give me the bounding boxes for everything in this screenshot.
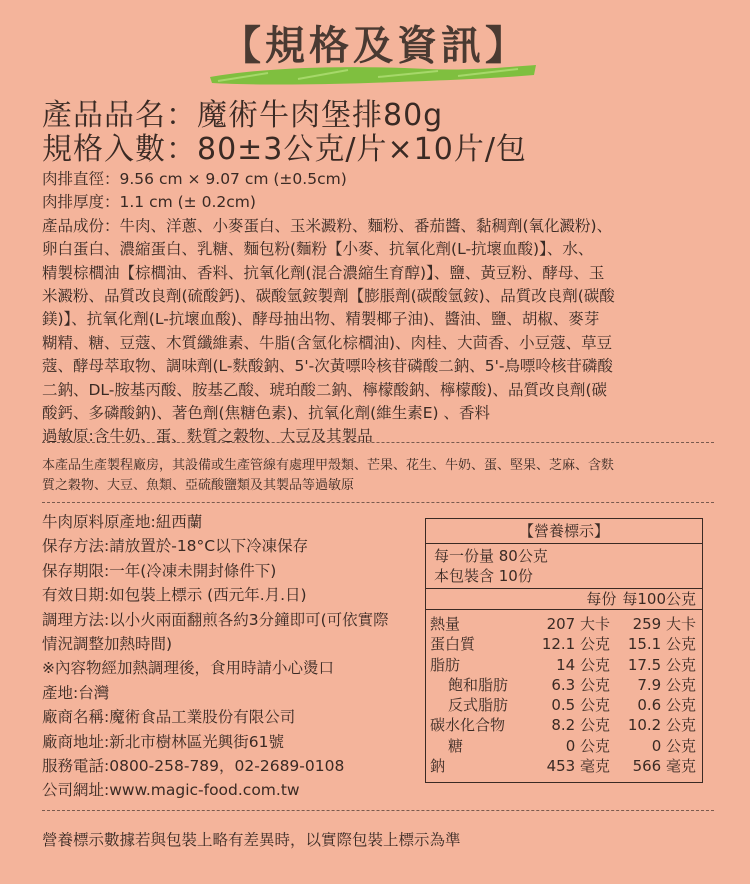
note-line: 質之穀物、大豆、魚類、亞硫酸鹽類及其製品等過敏原 (42, 478, 355, 493)
value-per-100g: 0 公克 (651, 736, 696, 755)
nutrient-name: 飽和脂肪 (448, 675, 509, 694)
page-title: 【規格及資訊】 (221, 23, 529, 69)
dashed-divider (42, 442, 714, 443)
dashed-divider (42, 810, 714, 811)
list-item: 產地:台灣 (42, 683, 110, 702)
value-per-100g: 17.5 公克 (627, 655, 696, 674)
list-item: 保存方法:請放置於-18°C以下冷凍保存 (42, 537, 309, 556)
info-line: 過敏原:含牛奶、蛋、麩質之穀物、大豆及其製品 (42, 427, 373, 446)
table-row (426, 634, 702, 654)
nutrient-name: 碳水化合物 (430, 716, 506, 735)
value-per-serving: 12.1 公克 (541, 635, 610, 654)
serving-info (426, 544, 702, 589)
product-name: 產品品名：魔術牛肉堡排80g (42, 98, 444, 133)
info-line: 肉排直徑：9.56 cm × 9.07 cm (±0.5cm) (42, 170, 347, 188)
value-per-serving: 207 大卡 (546, 615, 610, 633)
table-row (426, 715, 702, 735)
table-row (426, 736, 702, 756)
allergen-factory-note (42, 456, 722, 496)
list-item: 服務電話:0800-258-789，02-2689-0108 (42, 757, 345, 776)
list-item: 調理方法:以小火兩面翻煎各約3分鐘即可(可依實際 (42, 610, 389, 629)
list-item: 廠商名稱:魔術食品工業股份有限公司 (42, 708, 296, 727)
nutrient-name: 脂肪 (430, 655, 461, 674)
title-area (0, 14, 750, 84)
list-item: 公司網址:www.magic-food.com.tw (42, 781, 300, 800)
servings-per-pack: 本包裝含 10份 (434, 567, 533, 585)
value-per-100g: 15.1 公克 (627, 635, 696, 654)
info-line: 蔻、酵母萃取物、調味劑(L-麩酸鈉、5'-次黃嘌呤核苷磷酸二鈉、5'-鳥嘌呤核苷磷酸 (42, 357, 613, 376)
value-per-100g: 0.6 公克 (637, 696, 696, 715)
value-per-100g: 7.9 公克 (637, 675, 696, 694)
product-info (42, 168, 712, 449)
note-line: 本產品生產製程廠房，其設備或生產管線有處理甲殼類、芒果、花生、牛奶、蛋、堅果、芝麻、含麩 (42, 458, 615, 473)
value-per-serving: 0 公克 (565, 736, 610, 755)
table-row (426, 655, 702, 675)
nutrition-table (425, 518, 703, 783)
footer-note: 營養標示數據若與包裝上略有差異時，以實際包裝上標示為準 (42, 831, 461, 849)
value-per-serving: 8.2 公克 (551, 716, 610, 735)
table-row (426, 756, 702, 776)
nutrient-name: 鈉 (430, 757, 446, 776)
list-item: 情況調整加熱時間) (42, 635, 173, 654)
nutrient-name: 糖 (448, 736, 464, 755)
nutrient-name: 蛋白質 (430, 635, 476, 654)
info-line: 卵白蛋白、濃縮蛋白、乳糖、麵包粉(麵粉【小麥、抗氧化劑(L-抗壞血酸)】、水、 (42, 240, 594, 259)
storage-and-company-info (42, 510, 432, 803)
info-line: 糊精、糖、豆蔻、木質纖維素、牛脂(含氫化棕櫚油)、肉桂、大茴香、小豆蔻、草豆 (42, 333, 613, 352)
value-per-serving: 14 公克 (556, 655, 610, 674)
product-spec: 規格入數：80±3公克/片×10片/包 (42, 132, 527, 167)
value-per-100g: 259 大卡 (632, 615, 696, 633)
list-item: ※內容物經加熱調理後，食用時請小心燙口 (42, 659, 334, 678)
nutrition-column-headers (426, 589, 702, 610)
info-line: 精製棕櫚油【棕櫚油、香料、抗氧化劑(混合濃縮生育醇)】、鹽、黃豆粉、酵母、玉 (42, 263, 605, 282)
nutrition-header: 【營養標示】 (426, 519, 702, 544)
list-item: 廠商地址:新北市樹林區光興街61號 (42, 732, 284, 751)
table-row (426, 695, 702, 715)
value-per-serving: 453 毫克 (546, 757, 610, 776)
table-row (426, 614, 702, 634)
info-line: 二鈉、DL-胺基丙酸、胺基乙酸、琥珀酸二鈉、檸檬酸鈉、檸檬酸)、品質改良劑(碳 (42, 380, 607, 399)
list-item: 保存期限:一年(冷凍未開封條件下) (42, 561, 277, 580)
info-line: 產品成份：牛肉、洋蔥、小麥蛋白、玉米澱粉、麵粉、番茄醬、黏稠劑(氧化澱粉)、 (42, 216, 613, 235)
serving-size: 每一份量 80公克 (434, 547, 548, 565)
info-line: 鎂)】、抗氧化劑(L-抗壞血酸)、酵母抽出物、精製椰子油)、醬油、鹽、胡椒、麥芽 (42, 310, 600, 329)
value-per-serving: 0.5 公克 (551, 696, 610, 715)
nutrition-rows (426, 610, 702, 782)
info-line: 酸鈣、多磷酸鈉)、著色劑(焦糖色素)、抗氧化劑(維生素E) 、香料 (42, 404, 490, 423)
col-per-100g: 每100公克 (622, 590, 696, 608)
dashed-divider (42, 502, 714, 503)
list-item: 牛肉原料原產地:紐西蘭 (42, 513, 203, 531)
value-per-100g: 10.2 公克 (627, 716, 696, 735)
list-item: 有效日期:如包裝上標示 (西元年.月.日) (42, 586, 307, 605)
nutrient-name: 反式脂肪 (448, 696, 509, 715)
info-line: 肉排厚度：1.1 cm (± 0.2cm) (42, 193, 256, 212)
value-per-100g: 566 毫克 (632, 757, 696, 776)
table-row (426, 675, 702, 695)
col-per-serving: 每份 (586, 590, 617, 608)
info-line: 米澱粉、品質改良劑(硫酸鈣)、碳酸氫銨製劑【膨脹劑(碳酸氫銨)、品質改良劑(碳酸 (42, 287, 615, 306)
value-per-serving: 6.3 公克 (551, 675, 610, 694)
nutrient-name: 熱量 (430, 615, 461, 633)
